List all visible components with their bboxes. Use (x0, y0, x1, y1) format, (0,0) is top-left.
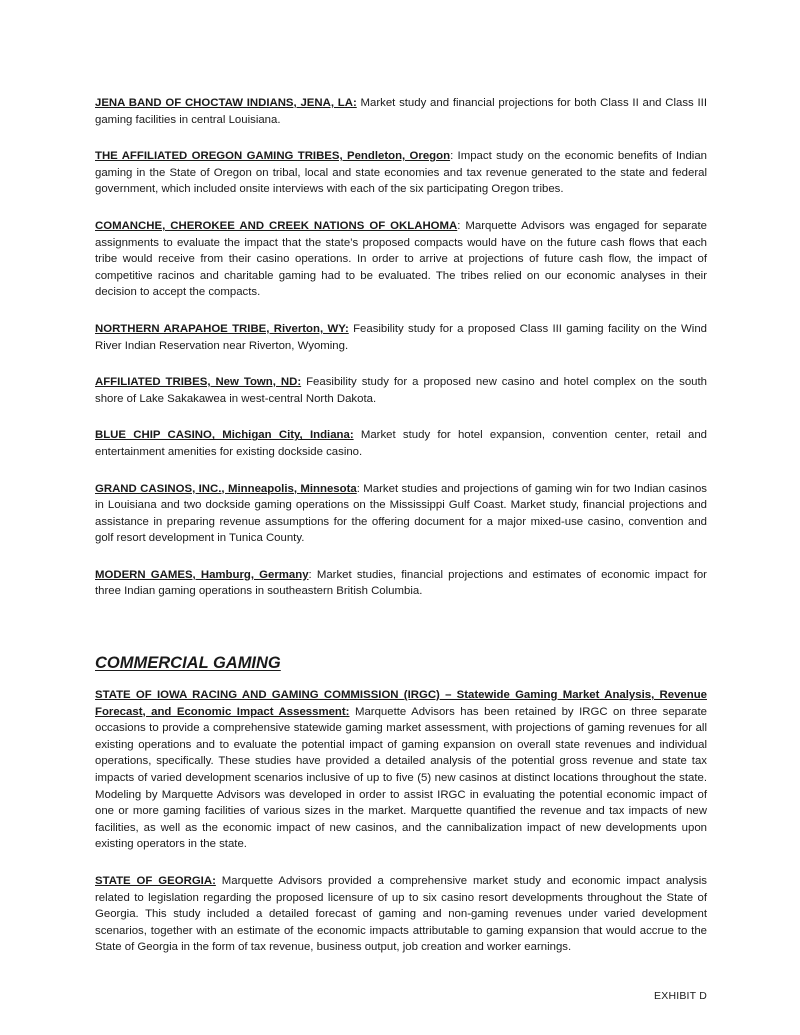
section-title-commercial-gaming: COMMERCIAL GAMING (95, 654, 281, 673)
entry-heading: GRAND CASINOS, INC., Minneapolis, Minnesota (95, 482, 357, 495)
entry-text: : Market studies and projections of gaming win for two Indian casinos in Louisiana and two dockside gaming operations on the Mississippi Gulf Coast. Market study, financial projections and assistance in preparing revenue assumptions for the offering document for a major mixed-use casino, convention and golf resort development in Tunica County. (95, 482, 707, 545)
entry-grand-casinos (95, 481, 707, 547)
entry-arapahoe-tribe (95, 321, 707, 354)
entry-modern-games (95, 567, 707, 600)
entry-text: : Market studies, financial projections and estimates of economic impact for three Indian gaming operations in southeastern British Columbia. (95, 568, 707, 598)
entry-blue-chip-casino (95, 427, 707, 460)
entry-heading: BLUE CHIP CASINO, Michigan City, Indiana: (95, 429, 354, 442)
entry-text: Market study for hotel expansion, convention center, retail and entertainment amenities for existing dockside casino. (95, 429, 707, 458)
entry-text: Market study and financial projections for both Class II and Class III gaming facilities in central Louisiana. (95, 97, 707, 126)
entry-affiliated-tribes (95, 374, 707, 407)
exhibit-label: EXHIBIT D (654, 990, 707, 1002)
entry-heading: STATE OF GEORGIA: (95, 875, 216, 887)
entry-heading: JENA BAND OF CHOCTAW INDIANS, JENA, LA: (95, 97, 357, 109)
entry-heading: AFFILIATED TRIBES, New Town, ND: (95, 376, 302, 389)
entry-text: Feasibility study for a proposed new casino and hotel complex on the south shore of Lake Sakakawea in west-central North Dakota. (95, 376, 707, 405)
entry-text: : Marquette Advisors was engaged for separate assignments to evaluate the impact that the state’s proposed compacts would have on the future cash flows that each tribe would receive from their casino operations. In order to arrive at projections of future cash flow, the impact of competitive racinos and charitable gaming had to be evaluated. The tribes relied on our economic analyses in their decision to accept the compacts. (95, 219, 707, 299)
entry-heading: THE AFFILIATED OREGON GAMING TRIBES, Pendleton, Oregon (95, 150, 451, 163)
entry-oregon-tribes (95, 148, 707, 198)
entry-text: Feasibility study for a proposed Class III gaming facility on the Wind River Indian Reservation near Riverton, Wyoming. (95, 322, 708, 352)
entry-state-of-georgia (95, 873, 707, 956)
entry-heading: MODERN GAMES, Hamburg, Germany (95, 568, 309, 581)
entry-text: : Impact study on the economic benefits of Indian gaming in the State of Oregon on tribal, local and state economies and tax revenue generated to the state and federal government, which included onsite interviews with each of the six participating Oregon tribes. (95, 150, 707, 196)
document-body (95, 95, 707, 956)
entry-text: Marquette Advisors provided a comprehensive market study and economic impact analysis related to legislation regarding the proposed licensure of up to six casino resort developments throughout the State of Georgia. This study included a detailed forecast of gaming and non-gaming revenues under varied development scenarios, together with an estimate of the economic impacts attributable to gaming expansion that would accrue to the State of Georgia in the form of tax revenue, business output, job creation and worker earnings. (95, 875, 707, 954)
entry-heading: STATE OF IOWA RACING AND GAMING COMMISSION (IRGC) – Statewide Gaming Market Analysis, Revenue Forecast, and Economic Impact Assessment: (95, 689, 707, 718)
entry-text: Marquette Advisors has been retained by IRGC on three separate occasions to provide a comprehensive statewide gaming market assessment, with projections of gaming revenues for all existing operations and to evaluate the potential impact of gaming expansion on overall state revenues and individual operations, specifically. These studies have provided a detailed analysis of the potential gross revenue and state tax impacts of varied development scenarios inclusive of up to five (5) new casinos at distinct locations throughout the state. Modeling by Marquette Advisors was developed in order to assist IRGC in evaluating the potential economic impact of one or more gaming facilities of various sizes in the market. Marquette quantified the revenue and tax impacts of new facilities, as well as the economic impact of new casinos, and the cannibalization impact of new developments upon existing operators in the state. (95, 705, 707, 851)
entry-heading: NORTHERN ARAPAHOE TRIBE, Riverton, WY: (95, 322, 349, 335)
entry-oklahoma-nations (95, 218, 707, 301)
entry-iowa-irgc (95, 687, 707, 853)
entry-heading: COMANCHE, CHEROKEE AND CREEK NATIONS OF OKLAHOMA (95, 219, 458, 232)
entry-jena-band (95, 95, 707, 128)
